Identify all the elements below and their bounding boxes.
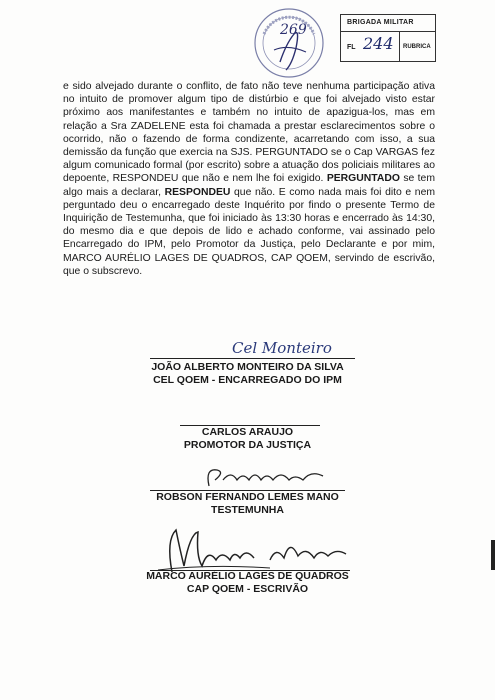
signer-name-1: JOÃO ALBERTO MONTEIRO DA SILVA <box>151 361 344 373</box>
testimony-paragraph <box>63 80 435 278</box>
handwritten-signature-1: Cel Monteiro <box>232 339 332 357</box>
signature-block-2 <box>0 426 495 452</box>
signature-line-1 <box>150 358 355 359</box>
official-seal <box>250 4 328 82</box>
stamp-title: BRIGADA MILITAR <box>341 15 435 32</box>
signature-scribble-4 <box>150 520 360 576</box>
signature-block-4 <box>0 570 495 596</box>
signature-block-1 <box>0 361 495 387</box>
text-segment-2: se o Cap VARGAS fez algum comunicado formal (por escrito) sobre a atuação dos policiais militares ao depoente, <box>63 147 435 185</box>
stamp-divider <box>399 32 400 62</box>
page-stamp <box>340 14 436 62</box>
signer-role-4: CAP QOEM - ESCRIVÃO <box>186 583 309 595</box>
page-edge-mark <box>491 540 495 570</box>
keyword-perguntado-bold: PERGUNTADO <box>326 173 400 185</box>
signature-scribble-3 <box>195 462 330 490</box>
signature-block-3 <box>0 491 495 517</box>
text-segment-3: que não e nem lhe foi exigido. <box>178 173 324 185</box>
keyword-respondeu: RESPONDEU <box>112 173 179 185</box>
keyword-perguntado: PERGUNTADO <box>255 147 328 159</box>
text-segment-4: se tem algo mais a declarar, <box>63 173 435 198</box>
signer-name-3: ROBSON FERNANDO LEMES MANO <box>156 491 339 503</box>
keyword-respondeu-bold: RESPONDEU <box>164 186 231 198</box>
signer-name-4: MARCO AURÉLIO LAGES DE QUADROS <box>146 570 349 582</box>
signer-name-2: CARLOS ARAUJO <box>201 426 294 438</box>
stamp-rubrica-label: RUBRICA <box>403 44 431 50</box>
testimony-text <box>63 80 435 278</box>
seal-number: 269 <box>280 22 307 38</box>
stamp-page-number: 244 <box>363 34 394 53</box>
text-segment-1: e sido alvejado durante o conflito, de fato não teve nenhuma participação ativa no intuito de promover algum tipo de distúrbio e que foi alvejado visto estar próximo aos manifestantes e também no intuito de apazigua-los, mas em relação a Sra ZADELENE esta foi chamada a prestar esclarecimentos sobre o ocorrido, não o fazendo de forma condizente, acarretando com isso, a sua demissão da função que exercia na SJS. <box>63 81 435 159</box>
signer-role-1: CEL QOEM - ENCARREGADO DO IPM <box>153 374 342 386</box>
signer-role-2: PROMOTOR DA JUSTIÇA <box>183 439 312 451</box>
stamp-fl-label: FL <box>347 44 356 51</box>
signer-role-3: TESTEMUNHA <box>211 504 284 516</box>
text-segment-5: que não. E como nada mais foi dito e nem perguntado deu o encarregado deste Inquérito por findo o presente Termo de Inquirição de Testemunha, que foi iniciado às 13:30 horas e encerrado às 14:30, do mesmo dia e que depois de lido e achado conforme, vai assinado pelo Encarregado do IPM, pelo Promotor da Justiça, pelo Declarante e por mim, MARCO AURÉLIO LAGES DE QUADROS, CAP QOEM, servindo de escrivão, que o subscrevo. <box>63 186 436 277</box>
